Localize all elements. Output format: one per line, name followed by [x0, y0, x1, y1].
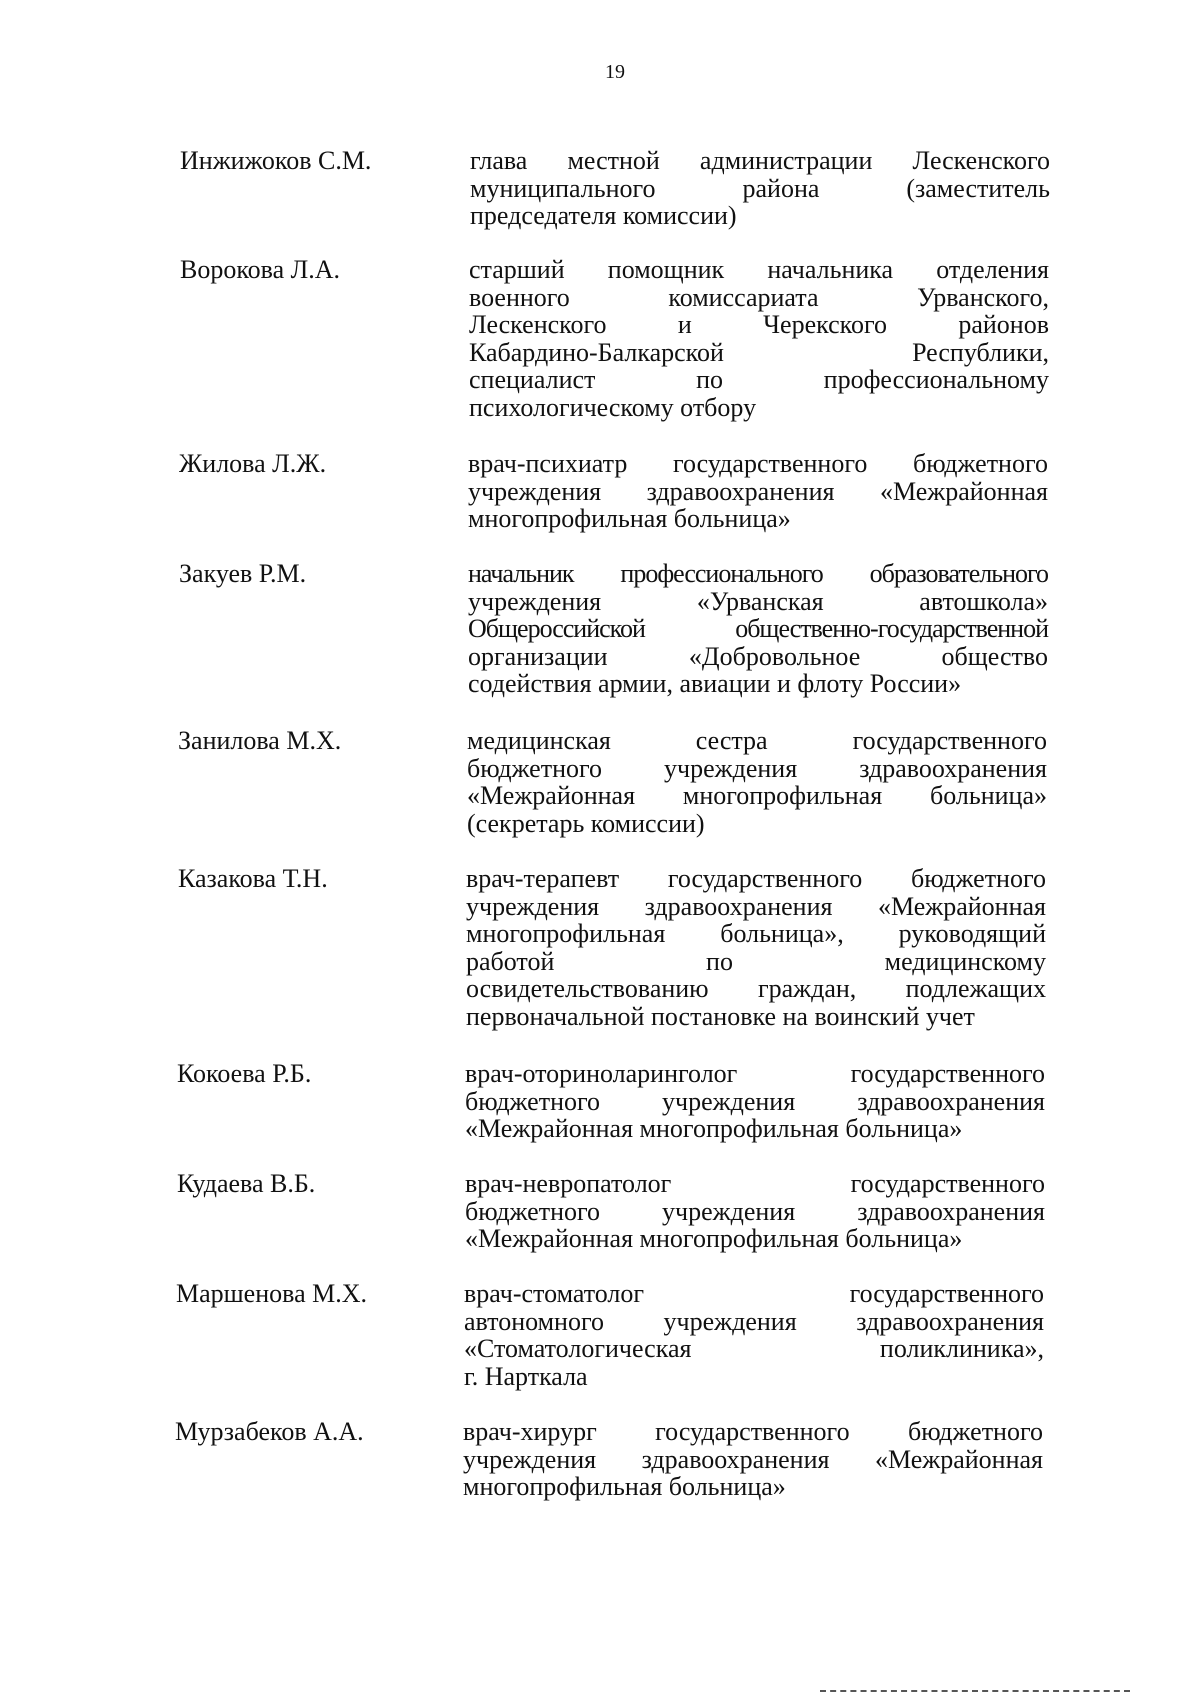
role-line: многопрофильная больница» [468, 504, 791, 533]
role-line: врач-терапевт государственного бюджетного [466, 864, 1046, 893]
role-line: военного комиссариата Урванского, [469, 282, 1049, 312]
member-role [468, 560, 1048, 698]
member-role [469, 256, 1049, 421]
role-line: многопрофильная больница» [463, 1472, 786, 1501]
role-line: бюджетного учреждения здравоохранения [467, 753, 1047, 783]
role-line: врач-психиатр государственного бюджетного [468, 449, 1048, 478]
role-line: «Межрайонная многопрофильная больница» [465, 1114, 963, 1143]
role-line: бюджетного учреждения здравоохранения [465, 1196, 1045, 1226]
role-line: организации «Добровольное общество [468, 641, 1048, 671]
role-line: освидетельствованию граждан, подлежащих [466, 974, 1046, 1003]
member-role [467, 727, 1047, 837]
role-line: муниципального района (заместитель [470, 173, 1050, 203]
role-line: учреждения здравоохранения «Межрайонная [468, 476, 1048, 506]
member-name: Мурзабеков А.А. [175, 1417, 364, 1446]
role-line: учреждения здравоохранения «Межрайонная [466, 891, 1046, 921]
member-role [463, 1418, 1043, 1501]
member-name: Маршенова М.Х. [176, 1279, 368, 1308]
member-role [466, 865, 1046, 1030]
member-role [470, 147, 1050, 230]
member-name: Закуев Р.М. [179, 559, 307, 588]
role-line: работой по медицинскому [466, 946, 1046, 976]
member-name: Инжижоков С.М. [180, 146, 372, 175]
role-line: медицинская сестра государственного [467, 726, 1047, 755]
role-line: учреждения «Урванская автошкола» [468, 586, 1048, 616]
role-line: специалист по профессиональному [469, 365, 1049, 394]
role-line: начальник профессионального образовательного [468, 559, 1048, 588]
role-line: Лескенского и Черекского районов [469, 310, 1049, 339]
member-name: Жилова Л.Ж. [179, 449, 327, 478]
role-line: врач-невропатолог государственного [465, 1169, 1045, 1198]
role-line: председателя комиссии) [470, 201, 737, 230]
role-line: «Межрайонная многопрофильная больница» [467, 781, 1047, 810]
member-name: Ворокова Л.А. [180, 255, 341, 284]
role-line: врач-стоматолог государственного [464, 1279, 1044, 1308]
role-line: бюджетного учреждения здравоохранения [465, 1086, 1045, 1116]
role-line: Общероссийской общественно-государственной [468, 614, 1048, 643]
member-name: Казакова Т.Н. [178, 864, 328, 893]
role-line: первоначальной постановке на воинский учет [466, 1001, 975, 1031]
role-line: психологическому отбору [469, 392, 757, 422]
bottom-divider [820, 1690, 1130, 1692]
role-line: врач-хирург государственного бюджетного [463, 1417, 1043, 1446]
role-line: учреждения здравоохранения «Межрайонная [463, 1444, 1043, 1474]
role-line: Кабардино-Балкарской Республики, [469, 337, 1049, 367]
role-line: (секретарь комиссии) [467, 808, 705, 838]
page-number: 19 [605, 61, 625, 83]
role-line: старший помощник начальника отделения [469, 255, 1049, 284]
role-line: «Межрайонная многопрофильная больница» [465, 1224, 963, 1253]
role-line: содействия армии, авиации и флоту России» [468, 669, 962, 698]
role-line: многопрофильная больница», руководящий [466, 919, 1046, 948]
member-role [465, 1060, 1045, 1143]
role-line: глава местной администрации Лескенского [470, 146, 1050, 175]
member-name: Кудаева В.Б. [177, 1169, 316, 1198]
role-line: врач-оториноларинголог государственного [465, 1059, 1045, 1088]
role-line: автономного учреждения здравоохранения [464, 1306, 1044, 1336]
member-name: Занилова М.Х. [178, 726, 342, 755]
member-role [465, 1170, 1045, 1253]
role-line: «Стоматологическая поликлиника», [464, 1334, 1044, 1363]
member-name: Кокоева Р.Б. [177, 1059, 312, 1088]
member-role [464, 1280, 1044, 1390]
member-role [468, 450, 1048, 533]
role-line: г. Нарткала [464, 1361, 588, 1391]
